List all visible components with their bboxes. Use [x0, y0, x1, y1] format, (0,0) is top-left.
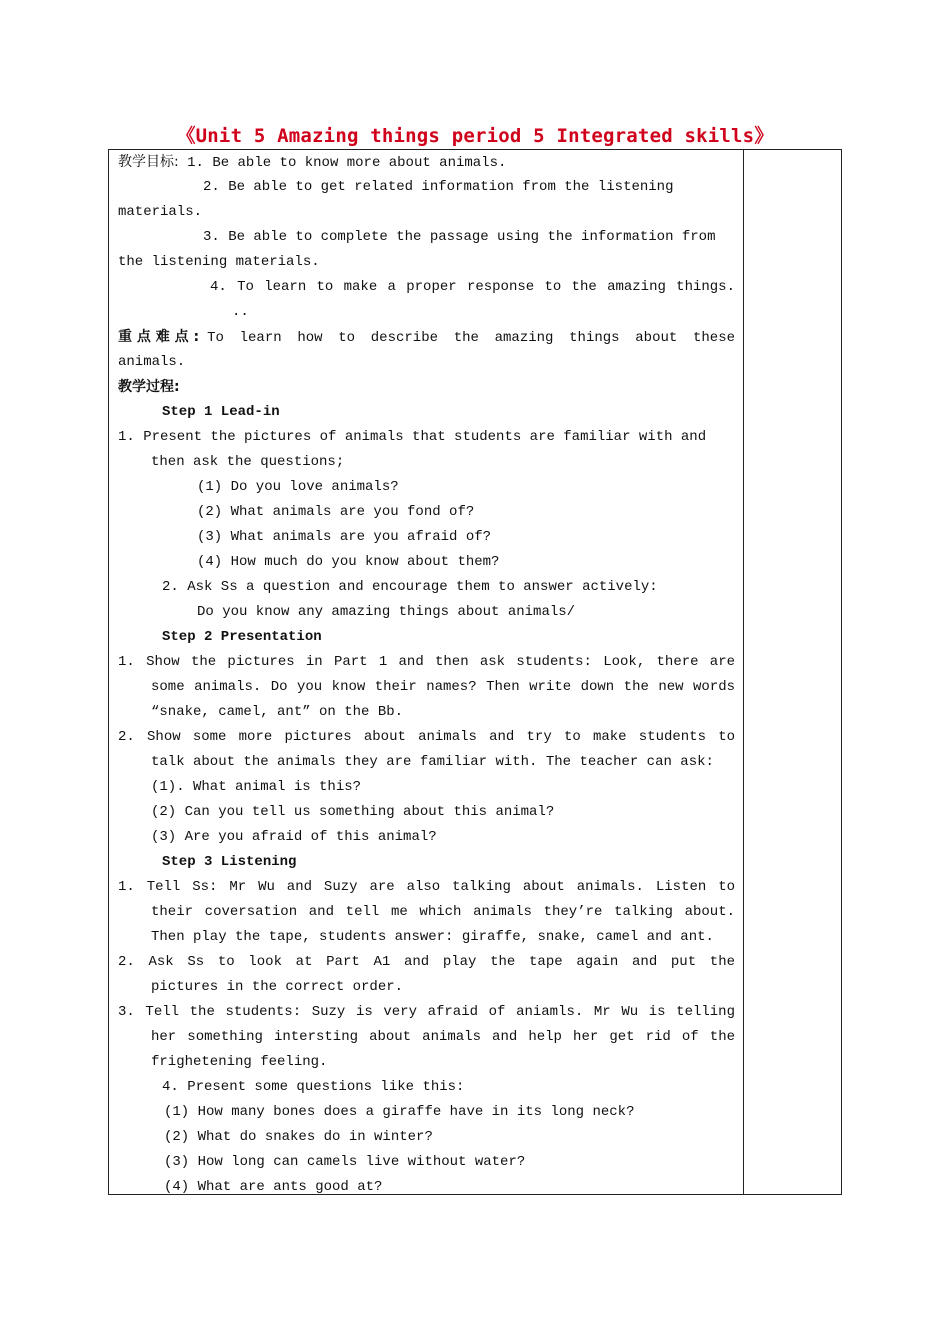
step3-q1: (1) How many bones does a giraffe have in its long neck? — [164, 1104, 635, 1120]
column-divider — [743, 150, 744, 1194]
step2-p2-line-a: 2. Show some more pictures about animals and try to make students to — [118, 729, 735, 745]
objectives-label: 教学目标: — [118, 154, 179, 170]
step3-p1-line-c: Then play the tape, students answer: giraffe, snake, camel and ant. — [151, 929, 714, 945]
document-title-text: 《Unit 5 Amazing things period 5 Integrated skills》 — [176, 125, 774, 147]
key-points-line-1 — [118, 325, 735, 350]
process-label-line — [118, 375, 735, 400]
step1-p1-text-cont: then ask the questions; — [151, 454, 345, 470]
step3-p3-line-c: frighetening feeling. — [151, 1054, 328, 1070]
step3-p3-line-a: 3. Tell the students: Suzy is very afraid of aniamls. Mr Wu is telling — [118, 1004, 735, 1020]
objective-item-4-cont: .. — [232, 304, 249, 320]
step1-p1-text: 1. Present the pictures of animals that students are familiar with and — [118, 429, 707, 445]
step3-q2: (2) What do snakes do in winter? — [164, 1129, 433, 1145]
step3-q4: (4) What are ants good at? — [164, 1179, 383, 1195]
step2-p1-line-b: some animals. Do you know their names? Then write down the new words — [151, 679, 735, 695]
step1-p1-line-b — [118, 450, 735, 475]
objective-item-3-cont: the listening materials. — [118, 254, 320, 270]
step3-p1-line-a: 1. Tell Ss: Mr Wu and Suzy are also talking about animals. Listen to — [118, 879, 735, 895]
objectives-line-4 — [118, 225, 735, 250]
objective-item-1: 1. Be able to know more about animals. — [187, 155, 507, 171]
step2-p2-line-b: talk about the animals they are familiar with. The teacher can ask: — [151, 754, 714, 770]
step2-p1-line-c: “snake, camel, ant” on the Bb. — [151, 704, 404, 720]
step3-q3: (3) How long can camels live without water? — [164, 1154, 526, 1170]
step2-q3: (3) Are you afraid of this animal? — [151, 829, 437, 845]
objectives-line-5 — [118, 250, 735, 275]
step1-q3: (3) What animals are you afraid of? — [197, 529, 492, 545]
key-points-text: To learn how to describe the amazing things about these — [207, 330, 735, 346]
objective-item-2-cont: materials. — [118, 204, 203, 220]
objectives-line-1 — [118, 150, 735, 175]
process-label: 教学过程: — [118, 379, 180, 395]
objectives-line-7 — [118, 300, 735, 325]
step2-q2: (2) Can you tell us something about this animal? — [151, 804, 555, 820]
step3-p2-line-a: 2. Ask Ss to look at Part A1 and play the tape again and put the — [118, 954, 735, 970]
objective-item-3: 3. Be able to complete the passage using the information from — [203, 229, 716, 245]
step1-p2-question: Do you know any amazing things about animals/ — [197, 604, 576, 620]
step2-p1-line-a: 1. Show the pictures in Part 1 and then ask students: Look, there are — [118, 654, 735, 670]
key-points-line-2 — [118, 350, 735, 375]
step1-q2: (2) What animals are you fond of? — [197, 504, 475, 520]
objective-item-2: 2. Be able to get related information from the listening — [203, 179, 674, 195]
step3-p1-line-b: their coversation and tell me which animals they’re talking about. — [151, 904, 735, 920]
key-points-label: 重 点 难 点 : — [118, 329, 200, 345]
step1-q4: (4) How much do you know about them? — [197, 554, 500, 570]
key-points-text-cont: animals. — [118, 354, 186, 370]
step3-p3-line-b: her something intersting about animals and help her get rid of the — [151, 1029, 735, 1045]
lesson-content-cell — [118, 150, 735, 1200]
step2-q1: (1). What animal is this? — [151, 779, 362, 795]
objectives-line-6: 4. To learn to make a proper response to the amazing things. — [210, 279, 735, 295]
step3-p2-line-b: pictures in the correct order. — [151, 979, 404, 995]
document-title — [0, 122, 950, 150]
step1-p1-line-a — [118, 425, 735, 450]
lesson-table — [108, 149, 842, 1195]
objectives-line-2 — [118, 175, 735, 200]
step3-p4: 4. Present some questions like this: — [162, 1079, 465, 1095]
step3-heading: Step 3 Listening — [162, 854, 297, 870]
step1-heading: Step 1 Lead-in — [162, 404, 280, 420]
step2-heading: Step 2 Presentation — [162, 629, 322, 645]
step1-q1: (1) Do you love animals? — [197, 479, 399, 495]
objectives-line-3 — [118, 200, 735, 225]
step1-p2: 2. Ask Ss a question and encourage them to answer actively: — [162, 579, 658, 595]
